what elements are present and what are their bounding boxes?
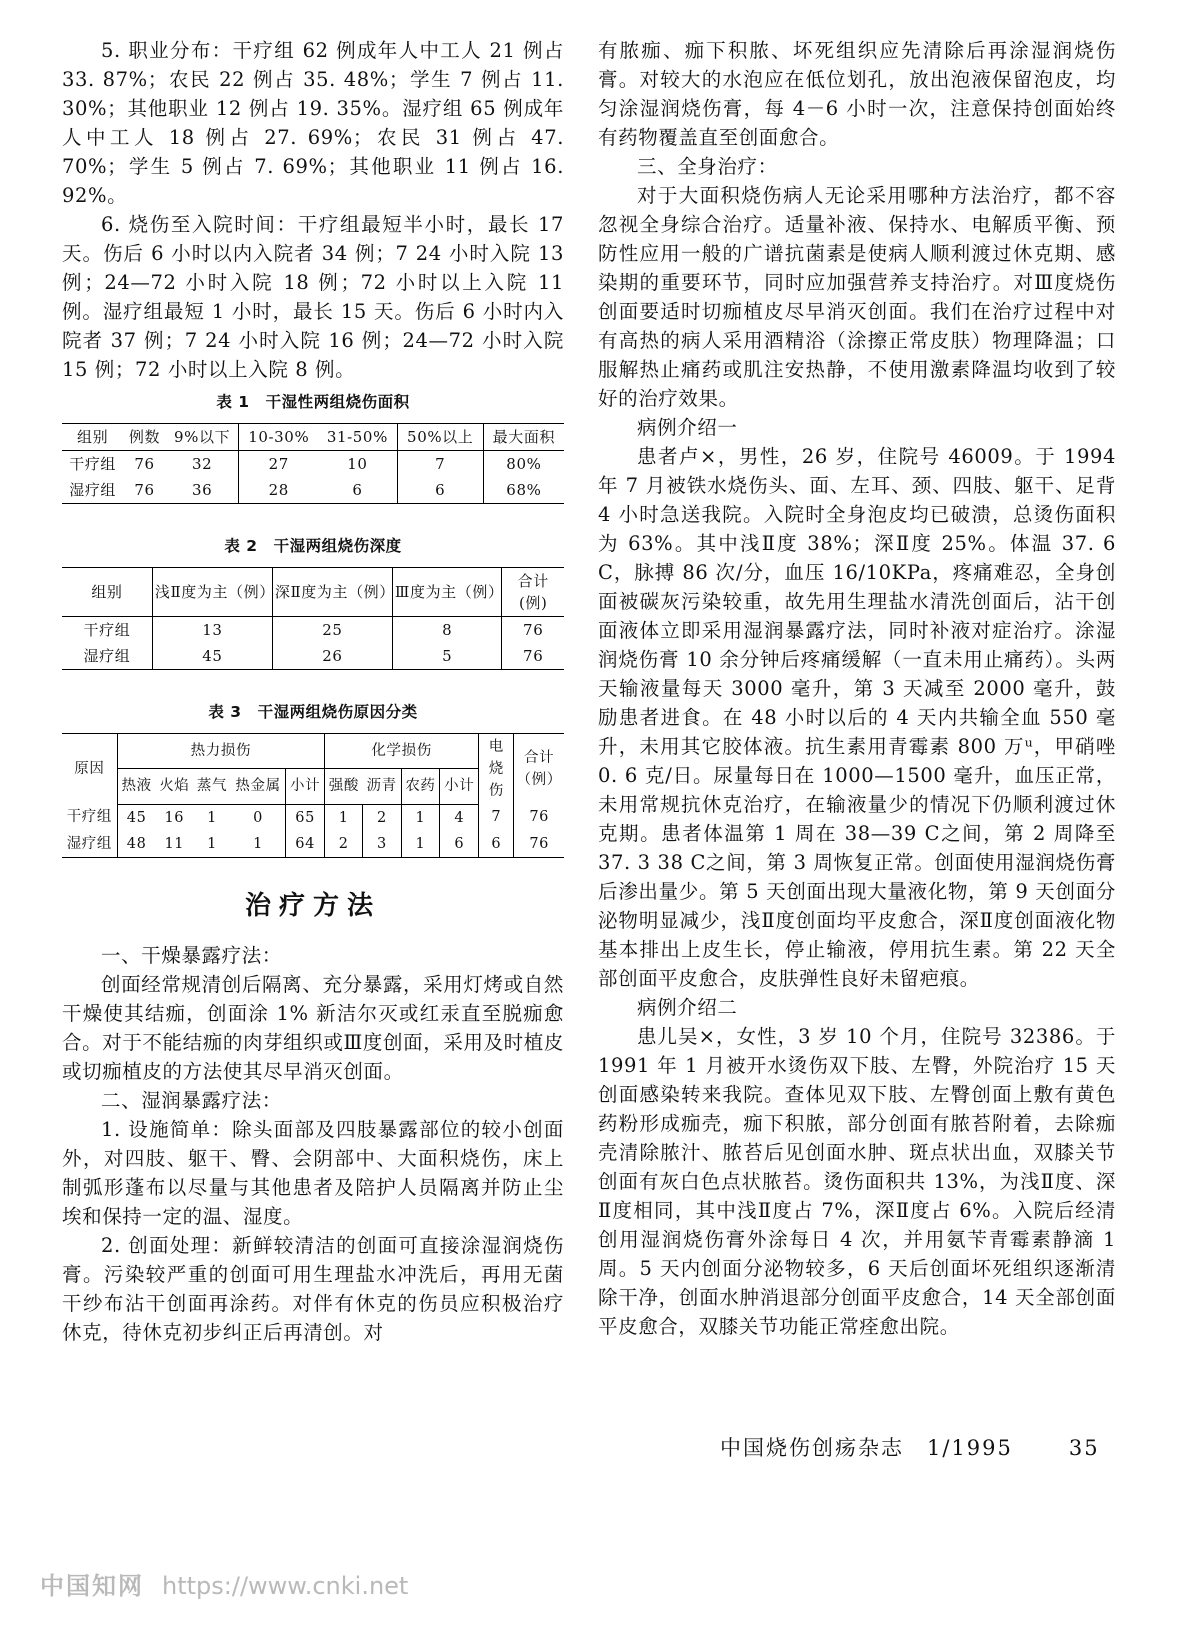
table-cell: 7 [397,451,483,478]
table-cell: 68% [483,477,564,504]
table3-header-chemical: 化学损伤 [325,734,479,769]
left-column [62,36,564,1347]
table-cell: 0 [231,804,286,831]
table-cell: 76 [502,643,564,670]
table-row [62,804,564,831]
table-cell: 1 [401,804,440,831]
table-cell: 6 [440,831,479,858]
table-cell: 1 [401,831,440,858]
paragraph-occupation: 5. 职业分布：干疗组 62 例成年人中工人 21 例占 33. 87%；农民 22 例占 35. 48%；学生 7 例占 11. 30%；其他职业 12 例占 19. 35%。湿疗组 65 例成年人中工人 18 例占 27. 69%；农民 31 例占 47. 70%；学生 5 例占 7. 69%；其他职业 11 例占 16. 92%。 [62,39,564,207]
table-cell: 1 [325,804,363,831]
table-cell: 10 [318,451,397,478]
table-cell: 7 [479,804,514,831]
table-cell: 32 [166,451,239,478]
table1-header: 31-50% [318,424,397,451]
table1-caption: 表 1 干湿性两组烧伤面积 [216,393,410,411]
table-cell: 6 [479,831,514,858]
table-cell: 湿疗组 [62,643,152,670]
table-cell: 8 [392,617,501,644]
heading-wet-exposure: 二、湿润暴露疗法： [101,1088,282,1112]
paragraph-case-one: 患者卢×，男性，26 岁，住院号 46009。于 1994 年 7 月被铁水烧伤头、面、左耳、颈、四肢、躯干、足背 4 小时急送我院。入院时全身泡皮均已破溃，总烫伤面积为 63%。其中浅Ⅱ度 38%；深Ⅱ度 25%。体温 37. 6 C，脉搏 86 次/分，血压 16/10KPa，疼痛难忍，全身创面被碳灰污染较重，故先用生理盐水清洗创面后，沾干创面液体立即采用湿润暴露疗法，同时补液对症治疗。涂湿润烧伤膏 10 余分钟后疼痛缓解（一直未用止痛药）。头两天输液量每天 3000 毫升，第 3 天减至 2000 毫升，鼓励患者进食。在 48 小时以后的 4 天内共输全血 550 毫升，未用其它胶体液。抗生素用青霉素 800 万ᵘ，甲硝唑 0. 6 克/日。尿量每日在 1000—1500 毫升，血压正常，未用常规抗休克治疗，在输液量少的情况下仍顺利渡过休克期。患者体温第 1 周在 38—39 C之间，第 2 周降至 37. 3 38 C之间，第 3 周恢复正常。创面使用湿润烧伤膏后渗出量少。第 5 天创面出现大量液化物，第 9 天创面分泌物明显减少，浅Ⅱ度创面均平皮愈合，深Ⅱ度创面液化物基本排出上皮生长，停止输液，停用抗生素。第 22 天全部创面平皮愈合，皮肤弹性良好未留疤痕。 [598,445,1116,990]
table2-header: 深Ⅱ度为主（例） [272,568,392,617]
paragraph-facilities: 1. 设施简单：除头面部及四肢暴露部位的较小创面外，对四肢、躯干、臀、会阴部中、大面积烧伤，床上制弧形蓬布以尽量与其他患者及陪护人员隔离并防止尘埃和保持一定的温、湿度。 [62,1117,564,1228]
table-cell: 76 [514,831,564,858]
table-cell: 45 [126,809,147,826]
watermark-logo: 中国知网 [40,1572,144,1600]
table-row [62,451,564,478]
table-cell: 4 [440,804,479,831]
table3-header-cause: 原因 [62,734,117,805]
table1-header: 50%以上 [397,424,483,451]
table-cell: 2 [325,831,363,858]
table-burn-area [62,423,564,504]
watermark-url: https://www.cnki.net [162,1572,409,1600]
table-cell: 1 [231,831,286,858]
table-cell: 36 [166,477,239,504]
section-title: 治疗方法 [244,890,381,921]
table-cell: 80% [506,455,542,473]
paragraph-admission-time: 6. 烧伤至入院时间：干疗组最短半小时，最长 17 天。伤后 6 小时以内入院者 34 例；7 24 小时入院 13 例；24—72 小时入院 18 例；72 小时以上入院 11 例。湿疗组最短 1 小时，最长 15 天。伤后 6 小时内入院者 37 例；7 24 小时入院 16 例；24—72 小时入院 15 例；72 小时以上入院 8 例。 [62,213,564,381]
table3-subheader: 热液 [117,769,155,804]
table-cell: 48 [117,831,155,858]
watermark [40,1566,408,1601]
table2-header: Ⅲ度为主（例） [392,568,501,617]
page-number: 35 [1068,1436,1100,1460]
table3-subheader: 蒸气 [193,769,231,804]
table-cell: 28 [239,477,318,504]
paragraph-dry-method: 创面经常规清创后隔离、充分暴露，采用灯烤或自然干燥使其结痂，创面涂 1% 新洁尔灭或红汞直至脱痂愈合。对于不能结痂的肉芽组织或Ⅲ度创面，采用及时植皮或切痂植皮的方法使其尽早消灭创面。 [62,972,564,1083]
table-cell: 64 [286,831,325,858]
table-cell: 3 [363,831,401,858]
table-cell: 干疗组 [69,455,117,473]
paragraph-continued: 有脓痂、痂下积脓、坏死组织应先清除后再涂湿润烧伤膏。对较大的水泡应在低位划孔，放出泡液保留泡皮，均匀涂湿润烧伤膏，每 4－6 小时一次，注意保持创面始终有药物覆盖直至创面愈合。 [598,39,1116,149]
table2-caption: 表 2 干湿两组烧伤深度 [224,537,402,555]
table-cell: 5 [392,643,501,670]
table2-header: 浅Ⅱ度为主（例） [152,568,272,617]
table-cell: 76 [523,621,544,639]
table3-subheader: 小计 [286,769,325,804]
table-cell: 76 [123,477,165,504]
table-cell: 16 [164,809,185,826]
table-cell: 25 [272,617,392,644]
table-cell: 湿疗组 [62,477,123,504]
table-cell: 11 [155,831,193,858]
journal-name: 中国烧伤创疡杂志 1/1995 [720,1436,1013,1460]
table3-subheader: 沥青 [363,769,401,804]
table-cell: 干疗组 [62,617,152,644]
heading-case-one: 病例介绍一 [637,416,738,439]
table3-subheader: 火焰 [155,769,193,804]
heading-case-two: 病例介绍二 [637,996,738,1019]
table-cell: 1 [193,831,231,858]
table2-header: 组别 [62,568,152,617]
table3-header-heat: 热力损伤 [117,734,324,769]
table-cell: 干疗组 [62,804,117,831]
table1-header: 组别 [62,424,123,451]
table-cell: 76 [134,455,155,473]
table3-header-total: 合计（例） [514,734,564,805]
table-cell: 6 [318,477,397,504]
table-cell: 湿疗组 [62,831,117,858]
table3-subheader: 小计 [440,769,479,804]
paragraph-case-two: 患儿吴×，女性，3 岁 10 个月，住院号 32386。于 1991 年 1 月被开水烫伤双下肢、左臀，外院治疗 15 天创面感染转来我院。查体见双下肢、左臀创面上敷有黄色药粉形成痂壳，痂下积脓，部分创面有脓苔附着，去除痂壳清除脓汁、脓苔后见创面水肿、斑点状出血，双膝关节创面有灰白色点状脓苔。烫伤面积共 13%，为浅Ⅱ度、深Ⅱ度相同，其中浅Ⅱ度占 7%，深Ⅱ度占 6%。入院后经清创用湿润烧伤膏外涂每日 4 次，并用氨苄青霉素静滴 1 周。5 天内创面分泌物较多，6 天后创面坏死组织逐渐清除干净，创面水肿消退部分创面平皮愈合，14 天全部创面平皮愈合，双膝关节功能正常痊愈出院。 [598,1025,1116,1338]
table-cell: 65 [286,804,325,831]
table-burn-cause [62,733,564,858]
page-footer [720,1432,1100,1462]
heading-dry-exposure: 一、干燥暴露疗法： [101,943,282,967]
table-cell: 26 [272,643,392,670]
table3-caption: 表 3 干湿两组烧伤原因分类 [208,703,418,721]
table1-header: 例数 [123,424,165,451]
table3-subheader: 强酸 [325,769,363,804]
table-burn-depth [62,567,564,670]
paragraph-systemic: 对于大面积烧伤病人无论采用哪种方法治疗，都不容忽视全身综合治疗。适量补液、保持水、电解质平衡、预防性应用一般的广谱抗菌素是使病人顺利渡过休克期、感染期的重要环节，同时应加强营养支持治疗。对Ⅲ度烧伤创面要适时切痂植皮尽早消灭创面。我们在治疗过程中对有高热的病人采用酒精浴（涂擦正常皮肤）物理降温；口服解热止痛药或肌注安热静，不使用激素降温均收到了较好的治疗效果。 [598,184,1116,410]
table-cell: 27 [268,455,289,473]
table-cell: 45 [152,643,272,670]
table1-header: 9%以下 [166,424,239,451]
table-row [62,831,564,858]
table-cell: 2 [363,804,401,831]
table3-header-electric: 电烧伤 [479,734,514,805]
table-cell: 13 [152,617,272,644]
table-cell: 76 [529,809,549,826]
table-row [62,477,564,504]
table-cell: 1 [207,809,217,826]
table3-subheader: 农药 [401,769,440,804]
table2-header: 合计(例) [502,568,564,617]
table1-header: 10-30% [239,424,318,451]
table1-header: 最大面积 [483,424,564,451]
paragraph-wound-treatment: 2. 创面处理：新鲜较清洁的创面可直接涂湿润烧伤膏。污染较严重的创面可用生理盐水冲洗后，再用无菌干纱布沾干创面再涂药。对伴有休克的伤员应积极治疗休克，待休克初步纠正后再清创。对 [62,1233,564,1344]
table3-subheader: 热金属 [231,769,286,804]
table-row [62,617,564,644]
heading-systemic-treatment: 三、全身治疗： [637,155,778,178]
table-row [62,643,564,670]
table-cell: 6 [397,477,483,504]
right-column [598,36,1116,1341]
